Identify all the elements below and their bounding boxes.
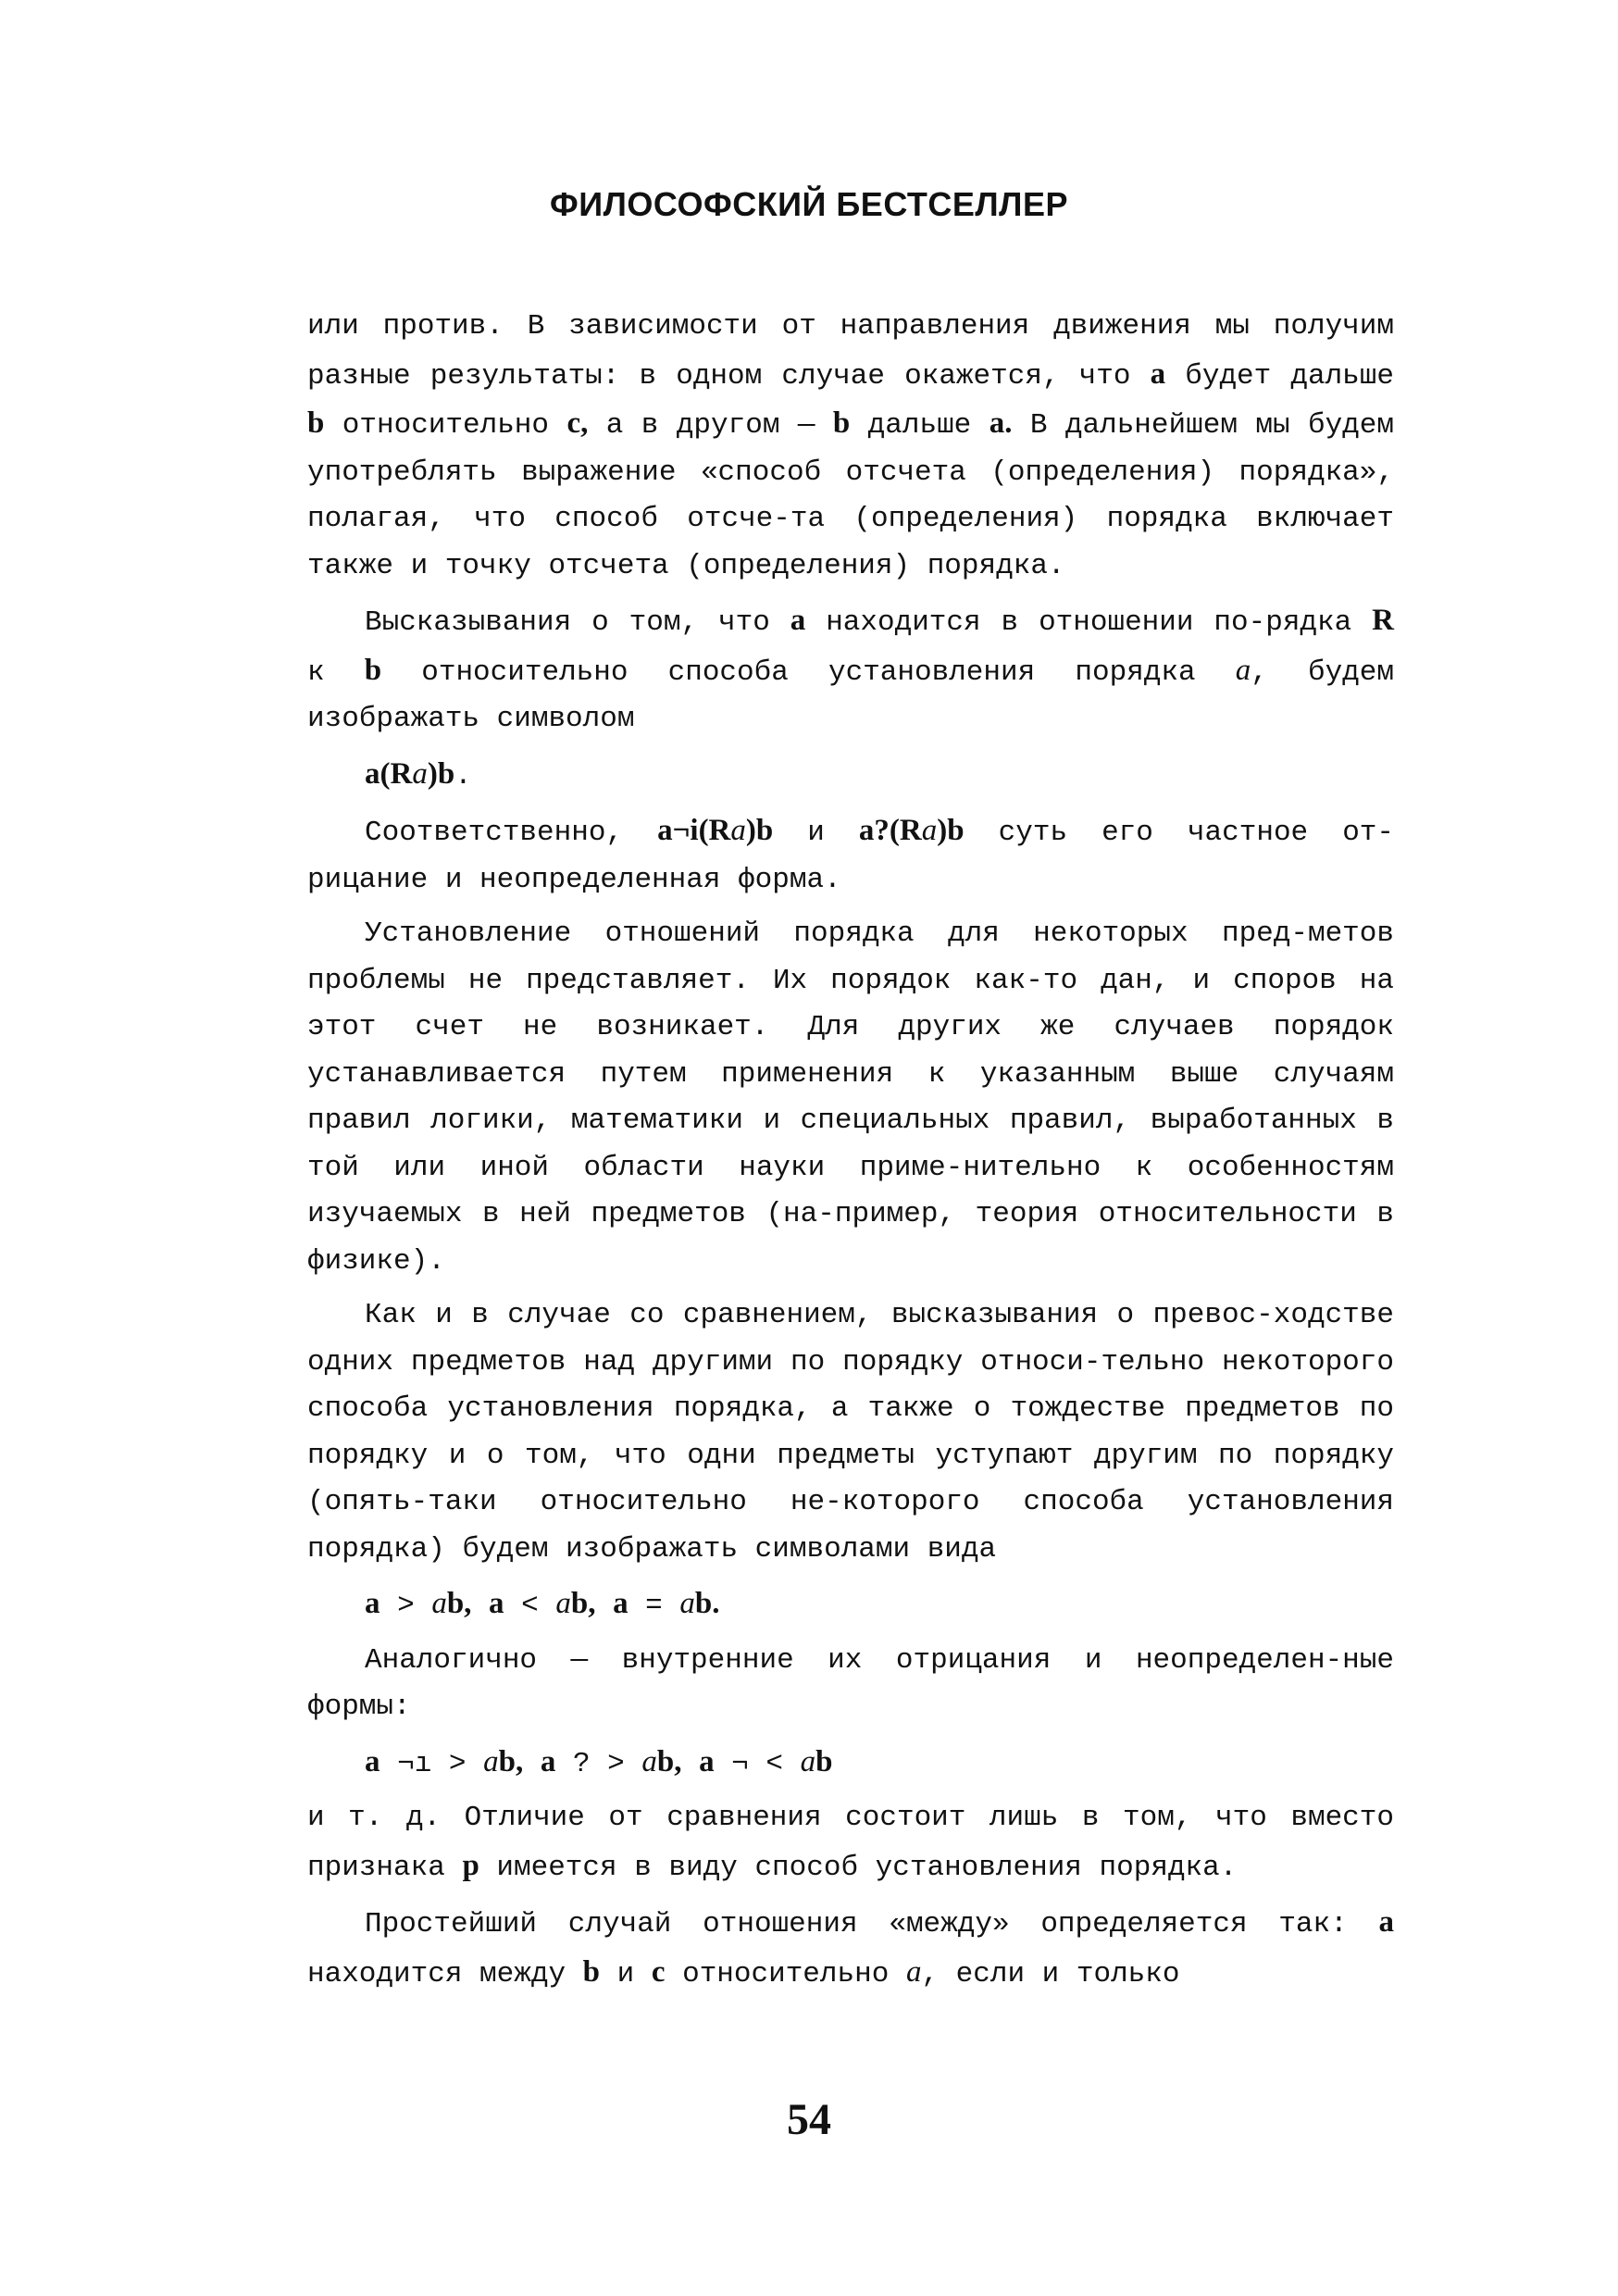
- text-run: Установление отношений порядка для некоторых пред-метов проблемы не представляет. Их порядок как-то дан, и споров на этот счет не возникает. Для других же случаев порядок устанавливается путем применения к указанным выше случаям правил логики, математики и специальных правил, выработанных в той или иной области науки приме-нительно к особенностям изучаемых в ней предметов (на-пример, теория относительности в физике).: [307, 917, 1394, 1278]
- paragraph: [307, 1899, 1394, 1998]
- symbol: a¬i(R: [657, 814, 731, 847]
- text-run: [471, 1590, 489, 1622]
- symbol: )b: [745, 814, 774, 847]
- text-run: и: [600, 1957, 652, 1990]
- symbol: b,: [570, 1587, 596, 1620]
- text-run: находится в отношении по-рядка: [805, 606, 1373, 639]
- paragraph: [307, 1292, 1394, 1573]
- text-run: Аналогично — внутренние их отрицания и неопределен-ные формы:: [307, 1643, 1394, 1723]
- symbol: a: [1378, 1905, 1394, 1939]
- text-run: , если и только: [921, 1957, 1180, 1990]
- formula: [365, 751, 1394, 801]
- symbol: a: [555, 1587, 571, 1620]
- text-run: ¬ <: [714, 1747, 801, 1780]
- running-header: ФИЛОСОФСКИЙ БЕСТСЕЛЛЕР: [550, 185, 1068, 223]
- text-run: Соответственно,: [365, 817, 658, 849]
- text-run: относительно: [665, 1957, 906, 1990]
- formula: [365, 1580, 1394, 1630]
- symbol: R: [1372, 604, 1395, 637]
- symbol: a: [613, 1587, 629, 1620]
- text-run: относительно: [324, 409, 567, 442]
- symbol: a: [905, 1954, 922, 1989]
- formula: [365, 1739, 1394, 1789]
- text-run: к: [307, 655, 365, 689]
- symbol: b,: [446, 1587, 472, 1620]
- symbol: b: [364, 653, 382, 687]
- symbol: a: [489, 1587, 504, 1620]
- paragraph: [307, 1795, 1394, 1891]
- symbol: a: [412, 756, 428, 791]
- symbol: p: [462, 1848, 479, 1882]
- paragraph: [307, 304, 1394, 590]
- text-run: и т. д. Отличие от сравнения состоит лишь в том, что вместо признака: [307, 1802, 1394, 1884]
- symbol: c: [651, 1954, 666, 1989]
- symbol: a: [730, 814, 746, 847]
- text-run: будет дальше: [1165, 359, 1394, 393]
- paragraph: [307, 1638, 1394, 1731]
- text-run: =: [628, 1590, 680, 1622]
- symbol: a: [800, 1744, 816, 1778]
- symbol: a: [365, 1587, 380, 1620]
- text-run: ? >: [555, 1747, 642, 1780]
- text-run: относительно способа установления порядка: [381, 655, 1236, 689]
- text-run: имеется в виду способ установления порядка.: [479, 1851, 1238, 1884]
- paragraph: [307, 911, 1394, 1285]
- text-run: , будем изображать символом: [307, 655, 1394, 735]
- symbol: a: [921, 814, 938, 847]
- symbol: b: [815, 1744, 833, 1778]
- paragraph: [307, 807, 1394, 904]
- symbol: a: [679, 1587, 695, 1620]
- text-run: ¬ı >: [380, 1747, 484, 1780]
- symbol: )b: [427, 756, 455, 791]
- symbol: a(R: [365, 756, 413, 791]
- text-run: суть его частное от-рицание и неопределенная форма.: [307, 817, 1394, 896]
- text-run: находится между: [307, 1957, 583, 1990]
- symbol: a: [365, 1744, 380, 1778]
- symbol: a: [641, 1744, 657, 1778]
- symbol: b.: [694, 1587, 720, 1620]
- symbol: a.: [989, 406, 1013, 440]
- symbol: a?(R: [858, 814, 922, 847]
- symbol: )b: [937, 814, 965, 847]
- text-run: Простейший случай отношения «между» определяется так:: [365, 1908, 1379, 1940]
- symbol: b,: [498, 1744, 524, 1778]
- paragraph: [307, 597, 1394, 743]
- text-run: [681, 1748, 699, 1780]
- text-run: В дальнейшем мы будем употреблять выражение «способ отсчета (определения) порядка», полагая, что способ отсче-та (определения) порядка включает также и точку отсчета (определения) порядка.: [307, 409, 1394, 582]
- text-run: [523, 1748, 541, 1780]
- text-run: дальше: [850, 409, 989, 442]
- body-text: [307, 304, 1394, 2005]
- text-run: .: [454, 759, 472, 792]
- symbol: a: [1150, 356, 1166, 391]
- text-run: <: [504, 1590, 556, 1622]
- page-number: 54: [787, 2095, 831, 2144]
- text-run: а в другом —: [588, 409, 833, 442]
- symbol: a: [431, 1587, 447, 1620]
- text-run: Высказывания о том, что: [365, 606, 790, 639]
- symbol: b: [582, 1954, 601, 1989]
- symbol: c,: [566, 406, 589, 440]
- symbol: a: [790, 604, 806, 637]
- symbol: b,: [656, 1744, 682, 1778]
- symbol: a: [1235, 653, 1251, 687]
- symbol: a: [540, 1744, 556, 1778]
- symbol: b: [832, 406, 851, 440]
- symbol: a: [483, 1744, 499, 1778]
- symbol: b: [307, 406, 325, 440]
- symbol: a: [699, 1744, 715, 1778]
- text-run: и: [773, 817, 859, 849]
- text-run: Как и в случае со сравнением, высказывания о превос-ходстве одних предметов над другими по порядку относи-тельно некоторого способа установления порядка, а также о тождестве предметов по порядку и о том, что одни предметы уступают другим по порядку (опять-таки относительно не-которого способа установления порядка) будем изображать символами вида: [307, 1299, 1394, 1566]
- text-run: >: [380, 1590, 432, 1622]
- text-run: или против. В зависимости от направления движения мы получим разные результаты: в одном случае окажется, что: [307, 310, 1394, 393]
- text-run: [595, 1590, 613, 1622]
